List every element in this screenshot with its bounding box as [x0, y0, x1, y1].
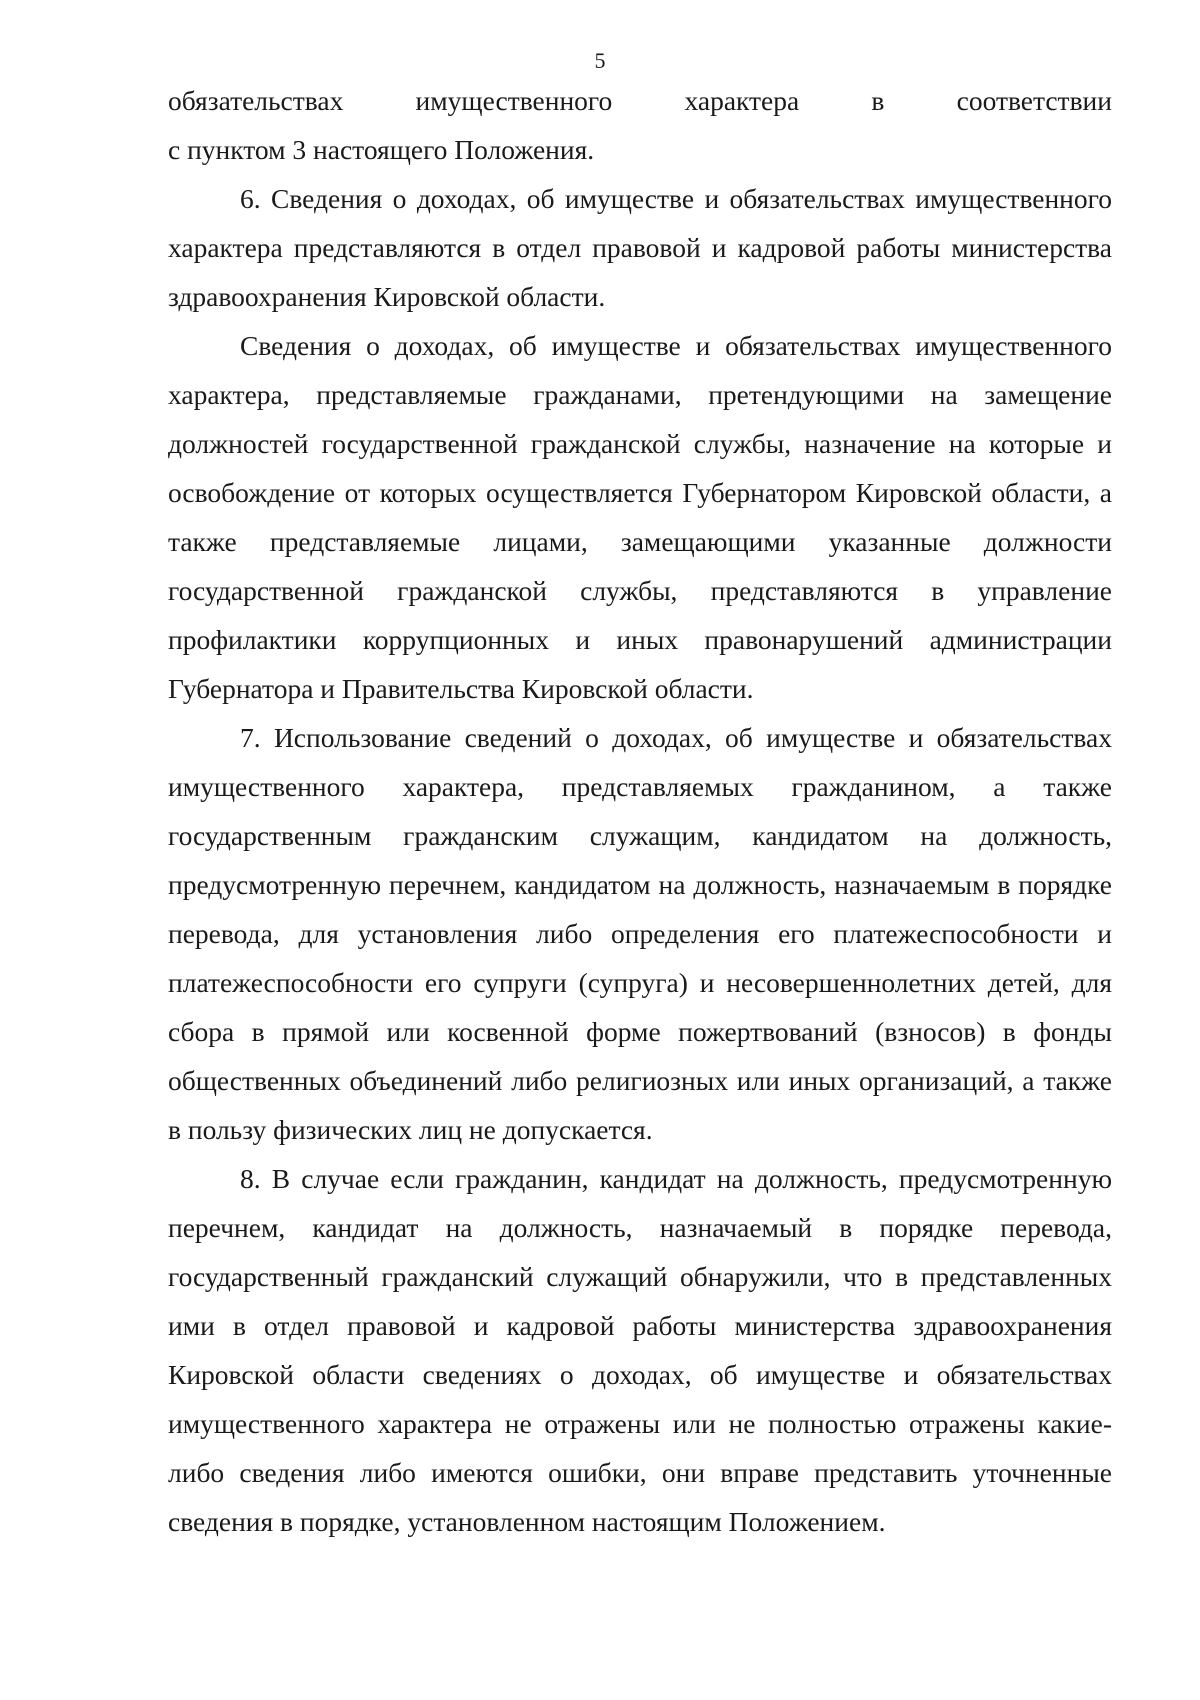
page-number: 5	[594, 48, 606, 73]
paragraph-6-continued: Сведения о доходах, об имуществе и обязательствах имущественного характера, представляемые гражданами, претендующими на замещение должностей государственной гражданской службы, назначение на которые и освобождение от которых осуществляется Губернатором Кировской области, а также представляемые лицами, замещающими указанные должности государственной гражданской службы, представляются в управление профилактики коррупционных и иных правонарушений администрации Губернатора и Правительства Кировской области.	[168, 330, 1112, 704]
continuation-line-2: с пунктом 3 настоящего Положения.	[168, 134, 595, 165]
paragraph-8: 8. В случае если гражданин, кандидат на должность, предусмотренную перечнем, кандидат на должность, назначаемый в порядке перевода, государственный гражданский служащий обнаружили, что в представленных ими в отдел правовой и кадровой работы министерства здравоохранения Кировской области сведениях о доходах, об имуществе и обязательствах имущественного характера не отражены или не полностью отражены какие-либо сведения либо имеются ошибки, они вправе представить уточненные сведения в порядке, установленном настоящим Положением.	[168, 1163, 1112, 1537]
continuation-line-1: обязательствах имущественного характера в соответствии	[168, 85, 1112, 116]
paragraph-7: 7. Использование сведений о доходах, об имуществе и обязательствах имущественного характера, представляемых гражданином, а также государственным гражданским служащим, кандидатом на должность, предусмотренную перечнем, кандидатом на должность, назначаемым в порядке перевода, для установления либо определения его платежеспособности и платежеспособности его супруги (супруга) и несовершеннолетних детей, для сбора в прямой или косвенной форме пожертвований (взносов) в фонды общественных объединений либо религиозных или иных организаций, а также в пользу физических лиц не допускается.	[168, 722, 1112, 1145]
paragraph-6: 6. Сведения о доходах, об имуществе и обязательствах имущественного характера представляются в отдел правовой и кадровой работы министерства здравоохранения Кировской области.	[168, 183, 1112, 312]
document-body	[168, 76, 1112, 1546]
